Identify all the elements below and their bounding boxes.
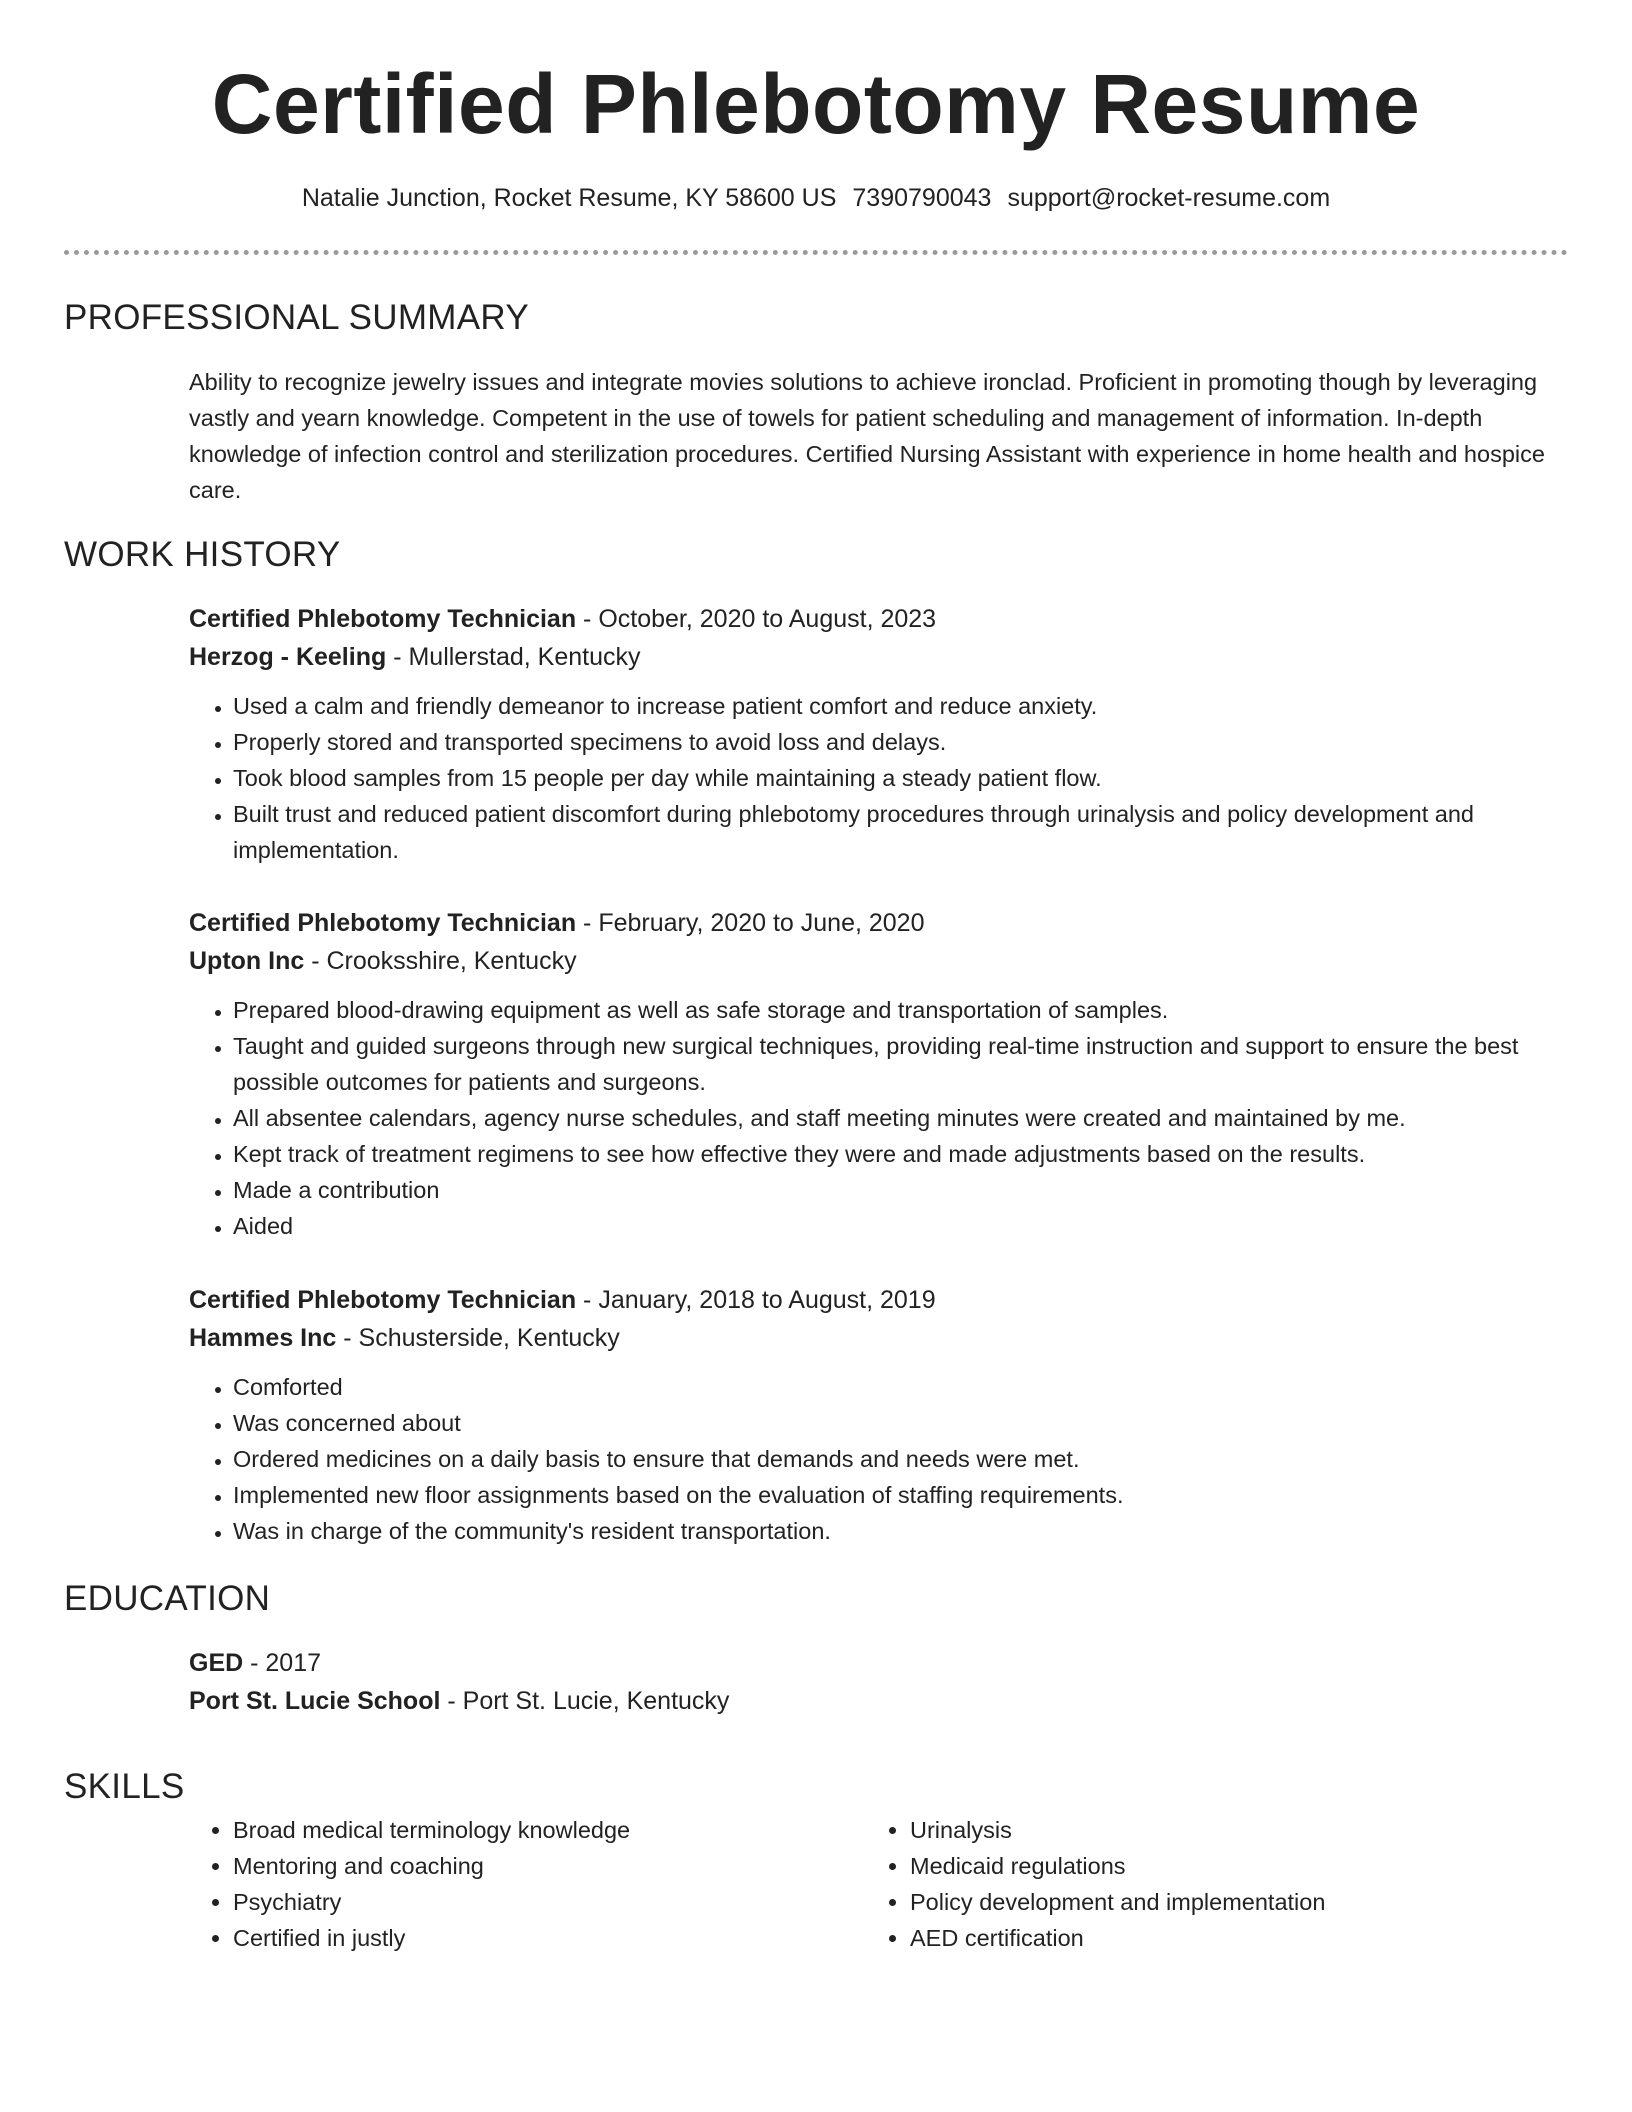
list-item: • All absentee calendars, agency nurse schedules, and staff meeting minutes were created and maintained by me. [233, 1100, 1569, 1136]
job-1-company: Herzog - Keeling [189, 643, 387, 671]
list-item: • Properly stored and transported specimens to avoid loss and delays. [233, 724, 1569, 760]
skills-left-list [189, 1812, 829, 1956]
header-divider [64, 250, 1568, 255]
job-3-title: Certified Phlebotomy Technician [189, 1286, 577, 1314]
list-item: • Built trust and reduced patient discomfort during phlebotomy procedures through urinalysis and policy development and implementation. [233, 796, 1569, 868]
list-item: • Taught and guided surgeons through new surgical techniques, providing real-time instruction and support to ensure the best possible outcomes for patients and surgeons. [233, 1028, 1569, 1100]
job-2-title: Certified Phlebotomy Technician [189, 909, 577, 937]
list-item: • Kept track of treatment regimens to see how effective they were and made adjustments based on the results. [233, 1136, 1569, 1172]
contact-line [0, 180, 1632, 216]
list-item: • Used a calm and friendly demeanor to increase patient comfort and reduce anxiety. [233, 688, 1569, 724]
list-item: • AED certification [910, 1920, 1506, 1956]
summary-section [189, 364, 1569, 508]
education-location: - Port St. Lucie, Kentucky [440, 1687, 730, 1715]
list-item: • Psychiatry [233, 1884, 829, 1920]
job-1-company-line [189, 638, 1569, 676]
list-item: • Urinalysis [910, 1812, 1506, 1848]
list-item: • Comforted [233, 1369, 1569, 1405]
job-2-title-line [189, 904, 1569, 942]
job-2-company-line [189, 942, 1569, 980]
contact-email: support@rocket-resume.com [1007, 184, 1331, 212]
list-item: • Took blood samples from 15 people per day while maintaining a steady patient flow. [233, 760, 1569, 796]
list-item: • Mentoring and coaching [233, 1848, 829, 1884]
job-2-bullets [189, 992, 1569, 1244]
skills-right-column [866, 1812, 1506, 1956]
job-2 [189, 904, 1569, 1244]
skills-left-column [189, 1812, 829, 1956]
list-item: • Implemented new floor assignments based on the evaluation of staffing requirements. [233, 1477, 1569, 1513]
list-item: • Medicaid regulations [910, 1848, 1506, 1884]
job-2-company: Upton Inc [189, 947, 305, 975]
list-item: • Made a contribution [233, 1172, 1569, 1208]
summary-text: Ability to recognize jewelry issues and integrate movies solutions to achieve ironclad. Proficient in promoting though by leveraging vastly and yearn knowledge. Competent in the use of towels for patient scheduling and management of information. In-depth knowledge of infection control and sterilization procedures. Certified Nursing Assistant with experience in home health and hospice care. [189, 369, 1545, 503]
job-3-company: Hammes Inc [189, 1324, 337, 1352]
page-title: Certified Phlebotomy Resume [211, 57, 1421, 151]
list-item: • Aided [233, 1208, 1569, 1244]
contact-phone: 7390790043 [852, 184, 992, 212]
skills-heading: SKILLS [64, 1767, 185, 1806]
education-degree-line [189, 1644, 1569, 1682]
list-item: • Ordered medicines on a daily basis to ensure that demands and needs were met. [233, 1441, 1569, 1477]
list-item: • Was in charge of the community's resident transportation. [233, 1513, 1569, 1549]
education-school: Port St. Lucie School [189, 1687, 441, 1715]
skills-right-list [866, 1812, 1506, 1956]
job-3-company-line [189, 1319, 1569, 1357]
job-1-title-line [189, 600, 1569, 638]
education-year: - 2017 [243, 1649, 322, 1677]
list-item: • Certified in justly [233, 1920, 829, 1956]
job-1-dates: - October, 2020 to August, 2023 [576, 605, 937, 633]
list-item: • Broad medical terminology knowledge [233, 1812, 829, 1848]
education-heading: EDUCATION [64, 1579, 271, 1618]
education-entry [189, 1644, 1569, 1720]
education-school-line [189, 1682, 1569, 1720]
job-1-location: - Mullerstad, Kentucky [386, 643, 641, 671]
education-degree: GED [189, 1649, 244, 1677]
summary-heading: PROFESSIONAL SUMMARY [64, 298, 529, 337]
list-item: • Policy development and implementation [910, 1884, 1506, 1920]
job-2-location: - Crooksshire, Kentucky [304, 947, 577, 975]
job-3 [189, 1281, 1569, 1549]
job-2-dates: - February, 2020 to June, 2020 [576, 909, 925, 937]
job-3-location: - Schusterside, Kentucky [336, 1324, 620, 1352]
contact-address: Natalie Junction, Rocket Resume, KY 58600 US [301, 184, 837, 212]
job-1-bullets [189, 688, 1569, 868]
job-1-title: Certified Phlebotomy Technician [189, 605, 577, 633]
job-3-dates: - January, 2018 to August, 2019 [576, 1286, 936, 1314]
list-item: • Was concerned about [233, 1405, 1569, 1441]
job-1 [189, 600, 1569, 868]
work-heading: WORK HISTORY [64, 535, 341, 574]
list-item: • Prepared blood-drawing equipment as well as safe storage and transportation of samples. [233, 992, 1569, 1028]
job-3-bullets [189, 1369, 1569, 1549]
job-3-title-line [189, 1281, 1569, 1319]
